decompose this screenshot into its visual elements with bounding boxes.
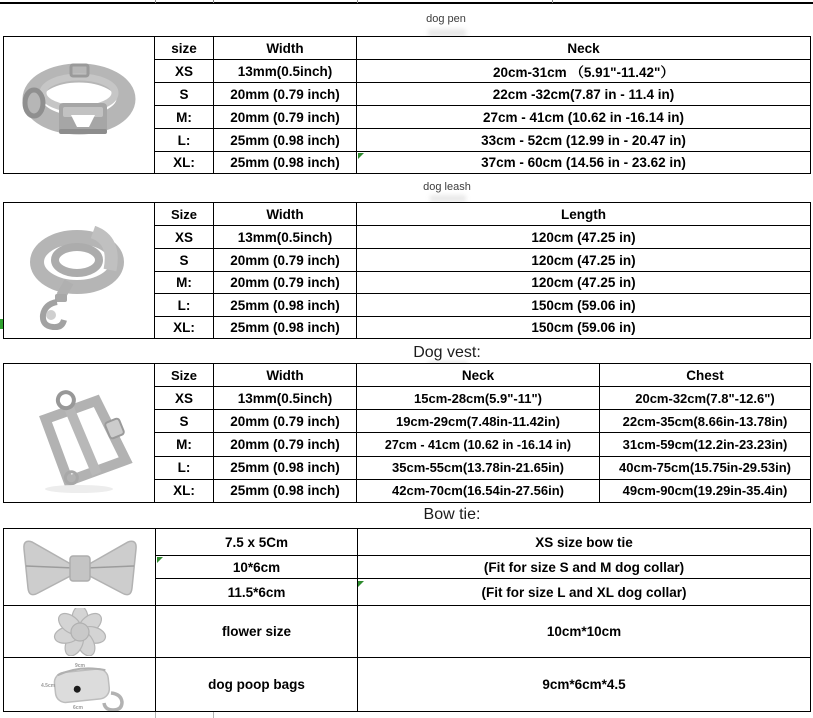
neck-cell: 15cm-28cm(5.9"-11") (357, 387, 600, 410)
size-cell: M: (155, 272, 214, 294)
neck-cell: 27cm - 41cm (10.62 in -16.14 in) (357, 106, 811, 129)
product-photo-cell (4, 37, 155, 174)
flower-size-value: 10cm*10cm (358, 606, 811, 658)
dimension-annotation: 4.5cm (40, 682, 55, 689)
col-header: Size (155, 364, 214, 387)
dog-harness-image (13, 368, 145, 498)
width-cell: 25mm (0.98 inch) (214, 317, 357, 339)
dimension-annotation: 9cm (74, 662, 85, 669)
gridline (213, 712, 214, 718)
neck-cell: 22cm -32cm(7.87 in - 11.4 in) (357, 83, 811, 106)
size-cell: S (155, 249, 214, 272)
size-cell: XS (155, 226, 214, 249)
bowtie-section-title: Bow tie: (423, 506, 481, 523)
width-cell: 13mm(0.5inch) (214, 226, 357, 249)
gridline (357, 0, 358, 3)
width-cell: 25mm (0.98 inch) (214, 129, 357, 152)
product-photo-cell (4, 364, 155, 503)
col-header: Width (214, 203, 357, 226)
neck-cell: 33cm - 52cm (12.99 in - 20.47 in) (357, 129, 811, 152)
length-cell: 150cm (59.06 in) (357, 294, 811, 317)
col-header: Width (214, 364, 357, 387)
col-header: Length (357, 203, 811, 226)
size-cell: L: (155, 294, 214, 317)
length-cell: 120cm (47.25 in) (357, 272, 811, 294)
leash-size-table (3, 202, 811, 339)
width-cell: 20mm (0.79 inch) (214, 433, 357, 456)
chest-cell: 20cm-32cm(7.8"-12.6") (600, 387, 811, 410)
neck-cell: 27cm - 41cm (10.62 in -16.14 in) (357, 433, 600, 456)
width-cell: 20mm (0.79 inch) (214, 106, 357, 129)
width-cell: 20mm (0.79 inch) (214, 410, 357, 433)
col-header: Neck (357, 37, 811, 60)
bowtie-size-table (3, 528, 811, 712)
flower-size-label: flower size (156, 606, 358, 658)
vest-size-table (3, 363, 811, 503)
bowtie-desc-cell: XS size bow tie (358, 529, 811, 556)
neck-cell: 20cm-31cm （5.91"-11.42"） (357, 60, 811, 83)
size-cell: S (155, 83, 214, 106)
length-cell: 120cm (47.25 in) (357, 226, 811, 249)
width-cell: 20mm (0.79 inch) (214, 272, 357, 294)
bow-tie-knot (70, 556, 90, 581)
collar-size-table (3, 36, 811, 174)
size-cell: XS (155, 60, 214, 83)
width-cell: 13mm(0.5inch) (214, 60, 357, 83)
size-cell: S (155, 410, 214, 433)
col-header: Size (155, 203, 214, 226)
watermark-smudge (430, 195, 466, 202)
size-cell: XL: (155, 152, 214, 174)
left-edge-green-mark (0, 319, 3, 329)
comment-marker-icon (358, 153, 364, 159)
dimension-annotation: 6cm (72, 704, 83, 711)
size-cell: L: (155, 129, 214, 152)
chest-cell: 40cm-75cm(15.75in-29.53in) (600, 456, 811, 479)
dog-leash-image (13, 212, 145, 330)
product-photo-cell (4, 658, 156, 712)
gridline (552, 0, 553, 3)
poop-bag-dispenser-image (19, 659, 141, 711)
gridline (155, 0, 156, 3)
poop-bags-value: 9cm*6cm*4.5 (358, 658, 811, 712)
gridline (213, 0, 214, 3)
top-row-border (0, 2, 813, 4)
length-cell: 150cm (59.06 in) (357, 317, 811, 339)
size-cell: XL: (155, 317, 214, 339)
leash-swivel (55, 294, 67, 302)
width-cell: 20mm (0.79 inch) (214, 83, 357, 106)
bowtie-desc-cell: (Fit for size L and XL dog collar) (358, 579, 811, 606)
width-cell: 25mm (0.98 inch) (214, 456, 357, 479)
col-header: size (155, 37, 214, 60)
size-cell: XS (155, 387, 214, 410)
size-cell: L: (155, 456, 214, 479)
col-header: Chest (600, 364, 811, 387)
col-header: Neck (357, 364, 600, 387)
length-cell: 120cm (47.25 in) (357, 249, 811, 272)
bowtie-size-cell: 10*6cm (156, 556, 358, 579)
poop-bags-label: dog poop bags (156, 658, 358, 712)
size-cell: M: (155, 106, 214, 129)
size-cell: M: (155, 433, 214, 456)
bow-tie-image (18, 532, 142, 602)
width-cell: 25mm (0.98 inch) (214, 294, 357, 317)
neck-cell: 37cm - 60cm (14.56 in - 23.62 in) (357, 152, 811, 174)
width-cell: 20mm (0.79 inch) (214, 249, 357, 272)
flower-image (40, 608, 120, 656)
size-cell: XL: (155, 479, 214, 502)
chest-cell: 31cm-59cm(12.2in-23.23in) (600, 433, 811, 456)
neck-cell: 35cm-55cm(13.78in-21.65in) (357, 456, 600, 479)
product-photo-cell (4, 606, 156, 658)
leash-section-title: dog leash (423, 181, 471, 193)
product-photo-cell (4, 203, 155, 339)
bowtie-size-cell: 11.5*6cm (156, 579, 358, 606)
bowtie-desc-cell: (Fit for size S and M dog collar) (358, 556, 811, 579)
neck-cell: 42cm-70cm(16.54in-27.56in) (357, 479, 600, 502)
dog-collar-image (13, 47, 145, 163)
bowtie-size-cell: 7.5 x 5Cm (156, 529, 358, 556)
chest-cell: 49cm-90cm(19.29in-35.4in) (600, 479, 811, 502)
width-cell: 13mm(0.5inch) (214, 387, 357, 410)
comment-marker-icon (358, 581, 364, 587)
col-header: Width (214, 37, 357, 60)
vest-section-title: Dog vest: (413, 344, 481, 361)
chest-cell: 22cm-35cm(8.66in-13.78in) (600, 410, 811, 433)
collar-section-title: dog pen (426, 13, 466, 25)
width-cell: 25mm (0.98 inch) (214, 152, 357, 174)
width-cell: 25mm (0.98 inch) (214, 479, 357, 502)
gridline (155, 712, 156, 718)
neck-cell: 19cm-29cm(7.48in-11.42in) (357, 410, 600, 433)
product-photo-cell (4, 529, 156, 606)
comment-marker-icon (157, 557, 163, 563)
